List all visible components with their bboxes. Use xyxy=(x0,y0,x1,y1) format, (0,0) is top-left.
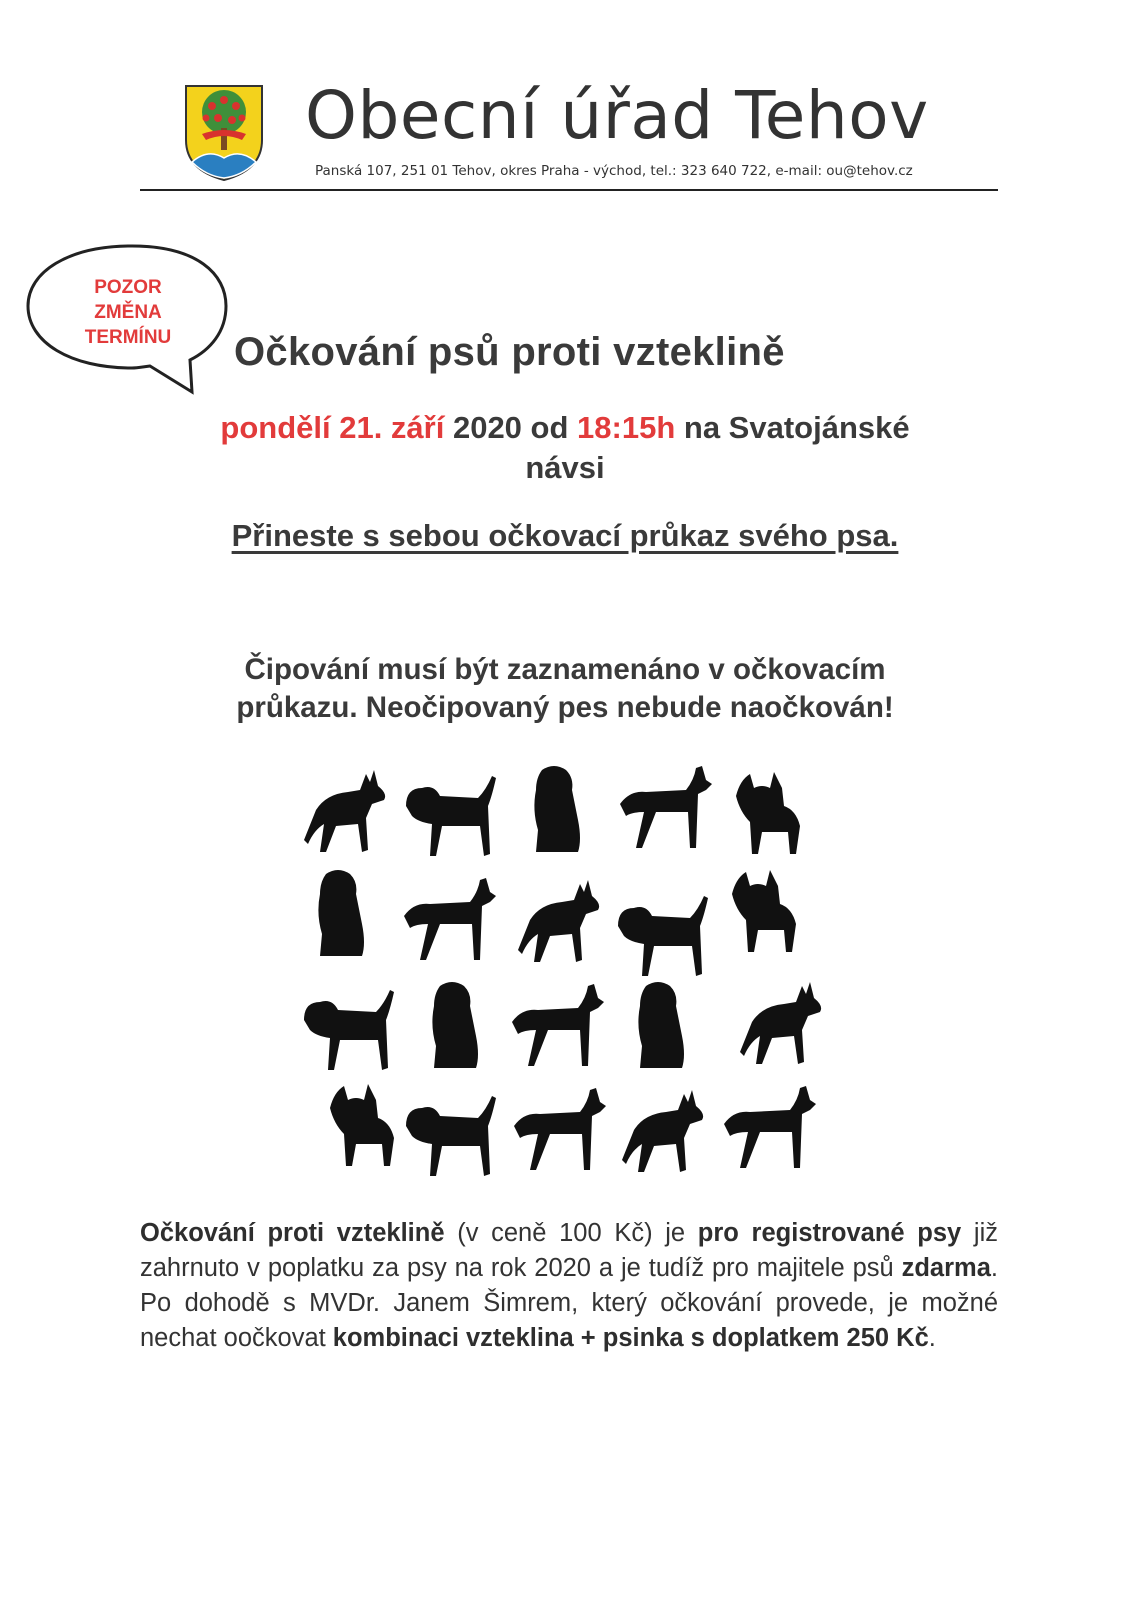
info-text: již zahrnuto v poplatku za psy na rok 2020 a je tudíž pro majitele psů xyxy=(140,1219,998,1282)
bring-certificate-note: Přineste s sebou očkovací průkaz svého psa. xyxy=(231,518,899,553)
info-text: (v ceně 100 Kč) je xyxy=(444,1219,698,1247)
chip-line-2: průkazu. Neočipovaný pes nebude naočkován! xyxy=(236,691,894,724)
event-details xyxy=(150,408,980,488)
office-title: Obecní úřad Tehov xyxy=(305,77,929,154)
chip-line-1: Čipování musí být zaznamenáno v očkovacím xyxy=(244,653,886,686)
page-headline: Očkování psů proti vzteklině xyxy=(234,330,785,374)
office-address: Panská 107, 251 01 Tehov, okres Praha - východ, tel.: 323 640 722, e-mail: ou@tehov.cz xyxy=(315,163,913,179)
event-place-cont: návsi xyxy=(525,450,605,485)
notice-line: TERMÍNU xyxy=(84,327,172,348)
header-divider xyxy=(140,189,998,191)
info-text: . xyxy=(928,1324,936,1352)
event-time: 18:15h xyxy=(577,410,676,445)
vaccination-info-paragraph xyxy=(140,1216,998,1356)
info-bold: Očkování proti vzteklině xyxy=(140,1219,445,1247)
schedule-change-notice xyxy=(48,275,208,350)
info-bold: zdarma xyxy=(901,1254,991,1282)
info-bold: pro registrované psy xyxy=(697,1219,962,1247)
tehov-crest-logo xyxy=(182,82,266,182)
info-text: . Po dohodě s MVDr. Janem Šimrem, který očkování provede, je možné nechat oočkovat xyxy=(140,1254,998,1352)
microchip-note xyxy=(150,651,980,727)
event-place: na Svatojánské xyxy=(675,410,910,445)
info-bold: kombinaci vzteklina + psinka s doplatkem 250 Kč xyxy=(332,1324,929,1352)
notice-line: ZMĚNA xyxy=(94,302,162,323)
event-date: pondělí 21. září xyxy=(220,410,445,445)
notice-line: POZOR xyxy=(94,277,162,298)
dog-silhouettes-illustration xyxy=(296,760,826,1180)
event-year: 2020 od xyxy=(444,410,578,445)
